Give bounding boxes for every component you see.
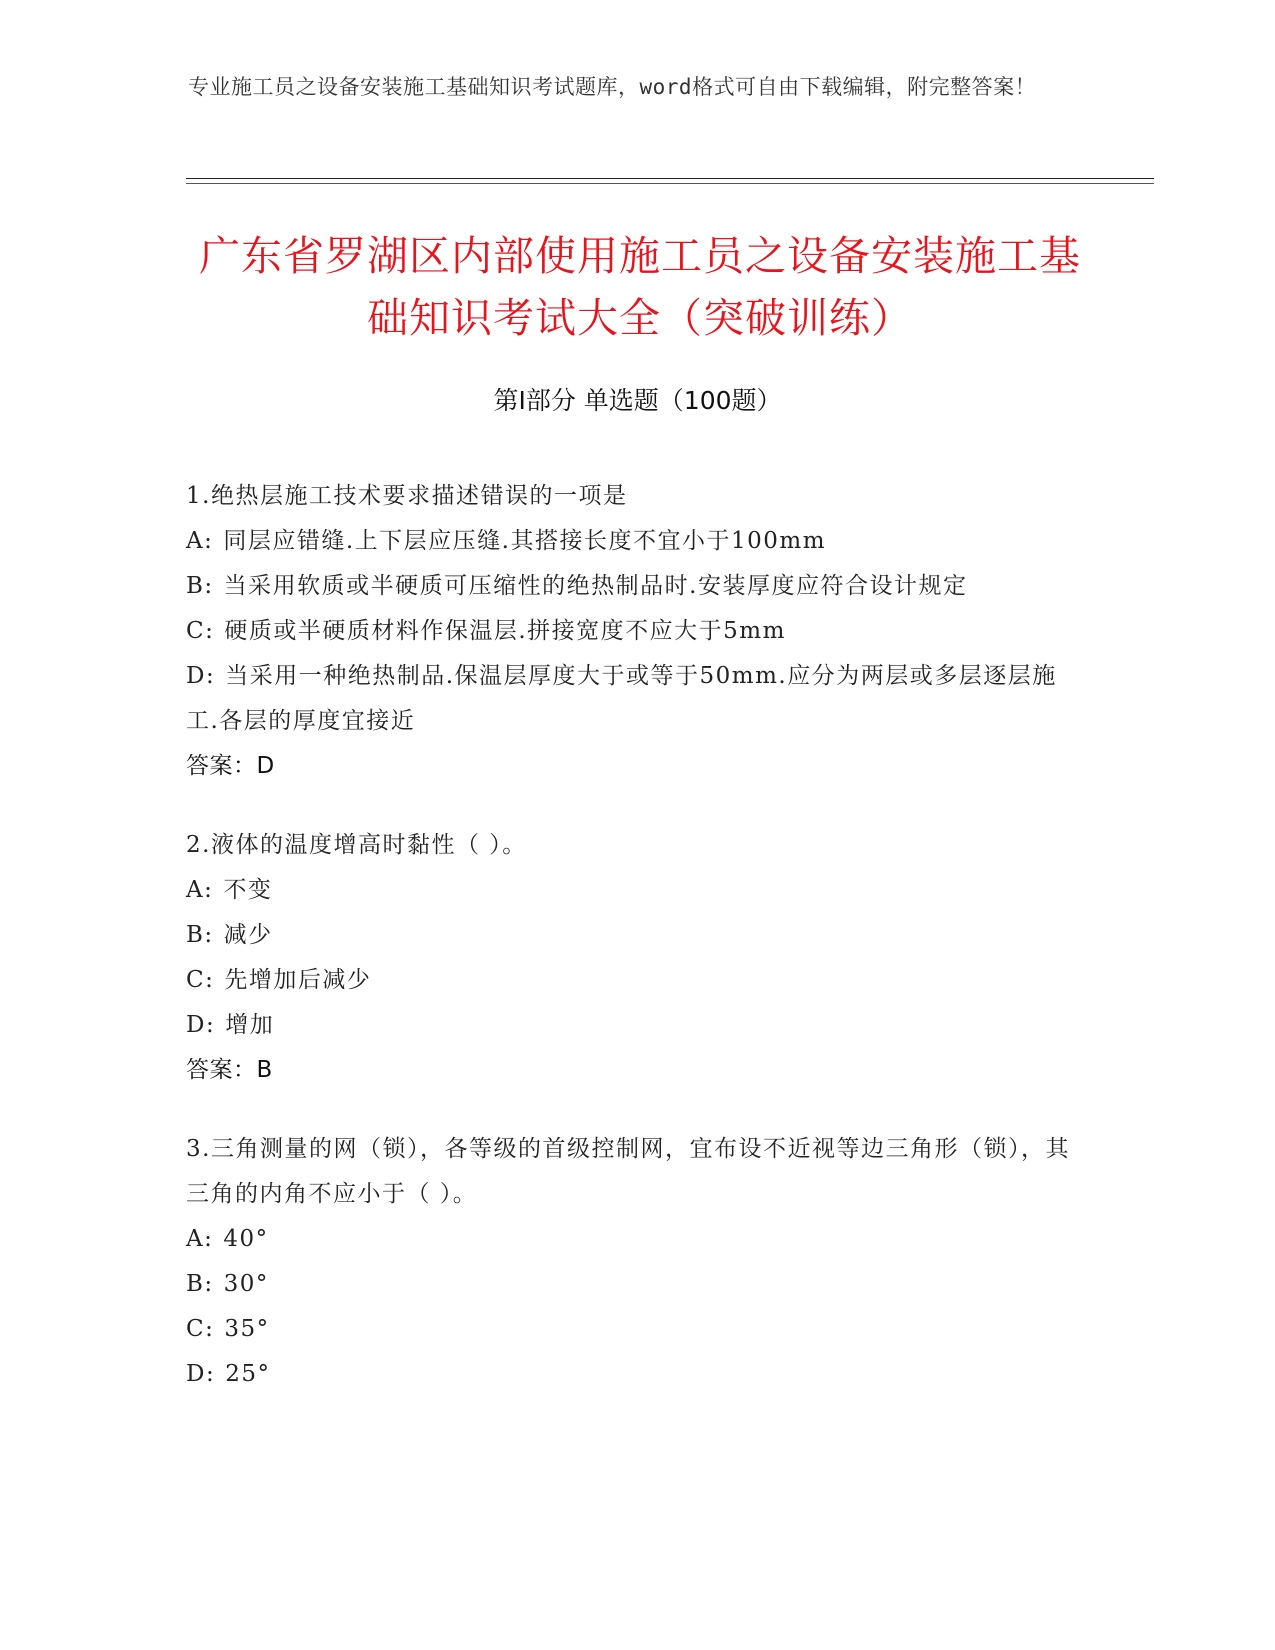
option-a xyxy=(186,519,1086,564)
option-key: D: xyxy=(186,663,216,689)
option-text: 当采用一种绝热制品.保温层厚度大于或等于50mm.应分为两层或多层逐层施工.各层的厚度宜接近 xyxy=(186,663,1057,734)
option-text: 30° xyxy=(223,1271,269,1297)
option-c xyxy=(186,958,1086,1003)
option-key: A: xyxy=(186,877,214,903)
option-b xyxy=(186,564,1086,609)
option-d xyxy=(186,654,1086,744)
option-b xyxy=(186,913,1086,958)
question-list xyxy=(186,474,1086,1431)
option-key: B: xyxy=(186,573,214,599)
option-text: 硬质或半硬质材料作保温层.拼接宽度不应大于5mm xyxy=(224,618,786,644)
option-key: A: xyxy=(186,528,214,554)
option-key: C: xyxy=(186,967,215,993)
option-key: A: xyxy=(186,1226,214,1252)
section-title: 第Ⅰ部分 单选题（100题） xyxy=(493,386,782,415)
question-2 xyxy=(186,823,1086,1093)
option-text: 同层应错缝.上下层应压缝.其搭接长度不宜小于100mm xyxy=(223,528,827,554)
option-text: 35° xyxy=(224,1316,270,1342)
option-text: 当采用软质或半硬质可压缩性的绝热制品时.安装厚度应符合设计规定 xyxy=(223,573,968,599)
option-c xyxy=(186,609,1086,654)
document-title: 广东省罗湖区内部使用施工员之设备安装施工基础知识考试大全（突破训练） xyxy=(199,232,1081,342)
option-key: C: xyxy=(186,1316,215,1342)
option-b xyxy=(186,1262,1086,1307)
option-key: D: xyxy=(186,1012,216,1038)
option-text: 增加 xyxy=(225,1012,275,1038)
option-d xyxy=(186,1352,1086,1397)
option-d xyxy=(186,1003,1086,1048)
question-stem: 2.液体的温度增高时黏性（ ）。 xyxy=(186,832,527,858)
question-3 xyxy=(186,1127,1086,1397)
header-rule-thin xyxy=(186,183,1154,184)
option-key: D: xyxy=(186,1361,216,1387)
option-c xyxy=(186,1307,1086,1352)
option-text: 40° xyxy=(223,1226,269,1252)
question-stem: 1.绝热层施工技术要求描述错误的一项是 xyxy=(186,483,628,509)
answer: 答案：D xyxy=(186,753,275,779)
option-key: B: xyxy=(186,922,214,948)
question-1 xyxy=(186,474,1086,789)
option-a xyxy=(186,1217,1086,1262)
answer: 答案：B xyxy=(186,1057,273,1083)
option-key: B: xyxy=(186,1271,214,1297)
option-text: 25° xyxy=(225,1361,271,1387)
question-stem: 3.三角测量的网（锁），各等级的首级控制网，宜布设不近视等边三角形（锁），其三角的内角不应小于（ ）。 xyxy=(186,1136,1070,1207)
option-text: 先增加后减少 xyxy=(224,967,372,993)
header-note: 专业施工员之设备安装施工基础知识考试题库，word格式可自由下载编辑，附完整答案！ xyxy=(188,75,1037,99)
option-text: 不变 xyxy=(223,877,273,903)
option-key: C: xyxy=(186,618,215,644)
option-a xyxy=(186,868,1086,913)
option-text: 减少 xyxy=(223,922,273,948)
header-rule-thick xyxy=(186,178,1154,179)
